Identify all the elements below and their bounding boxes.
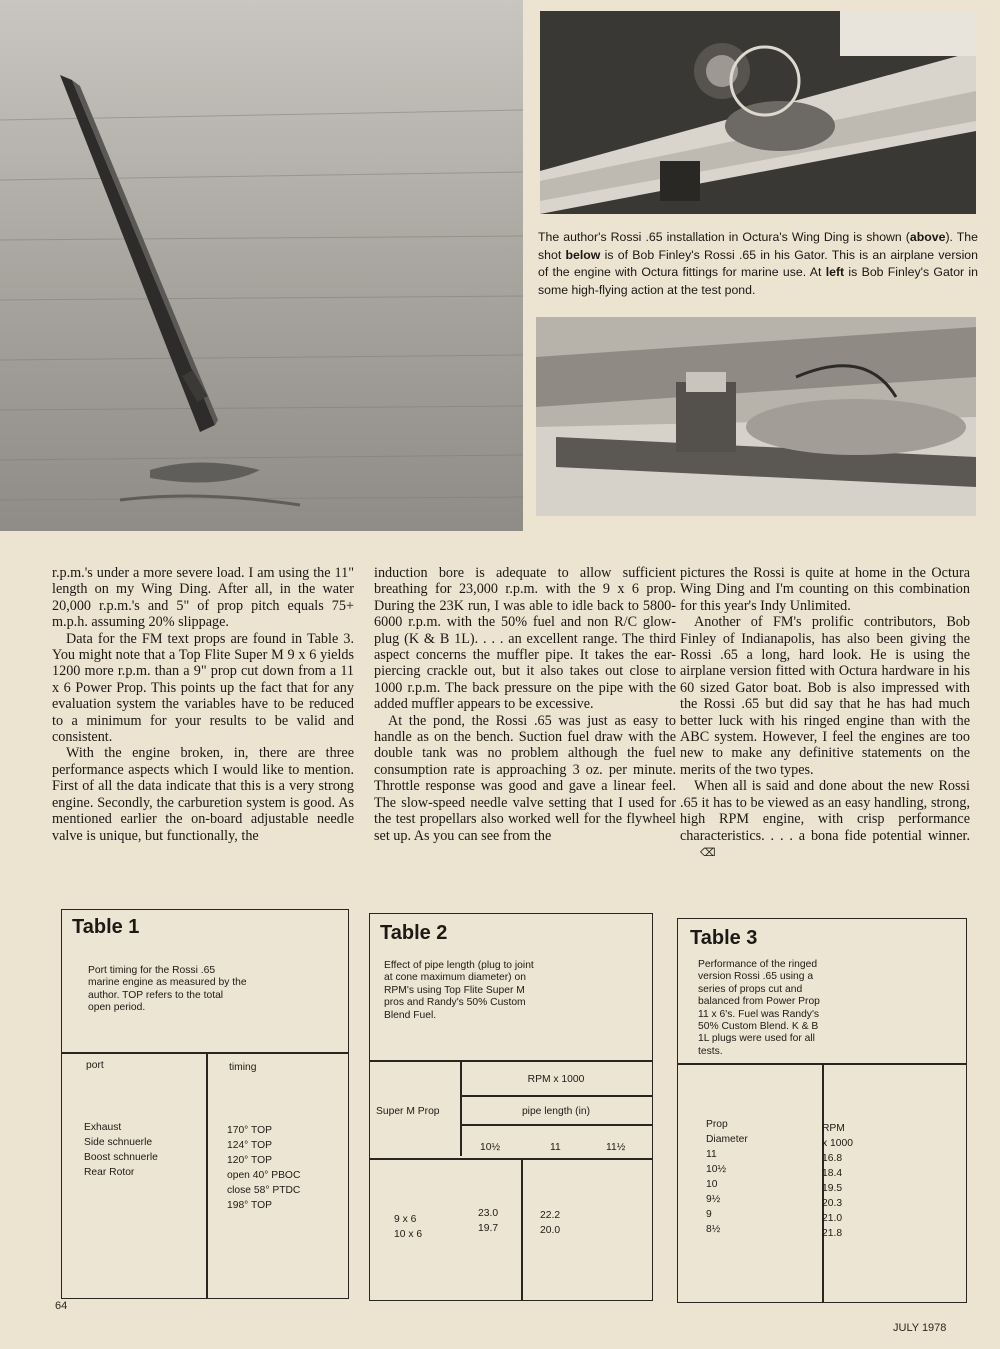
length-10-5: 10½ xyxy=(480,1142,501,1153)
paragraph: Another of FM's prolific contributors, Bob Finley of Indianapolis, has also been giving the Rossi .65 a long, hard look. He is using the airplane version fitted with Octura hardware in his 60 sized Gator boat. Bob is also impressed with the Rossi .65 but did say that he has had much better luck with his ringed engine than with the ABC system. However, I feel the engines are too new to make any definitive statements on the merits of the two types. xyxy=(680,614,970,778)
column-header-rpm xyxy=(822,1121,853,1151)
timing-value: 120° TOP xyxy=(227,1155,272,1166)
column-header-timing: timing xyxy=(229,1062,257,1073)
caption-text: is Bob Finley's Gator in some high-flying action at the test pond. xyxy=(538,265,979,297)
divider xyxy=(206,1052,208,1298)
rpm-value: 23.0 xyxy=(478,1208,499,1219)
table-title: Table 3 xyxy=(690,927,758,949)
timing-value: open 40° PBOC xyxy=(227,1170,301,1181)
timing-value: 198° TOP xyxy=(227,1200,272,1211)
paragraph: induction bore is adequate to allow sufficient breathing for 23,000 r.p.m. with the 9 x 6 prop. During the 23K run, I was able to idle back to 5800-6000 r.p.m. with the 50% fuel and non R/C glow-plug (K & B 1L). . . . an excellent range. The third aspect concerns the muffler pipe. It takes the ear-piercing crackle out, but it also takes out close to 1000 r.p.m. The back pressure on the pipe with the added muffler appears to be excessive. xyxy=(374,565,676,713)
photo-wing-ding-installation xyxy=(540,11,976,214)
port-name: Exhaust xyxy=(84,1122,122,1133)
header-line: RPM xyxy=(822,1123,845,1134)
caption-emphasis: left xyxy=(825,265,845,279)
port-name: Side schnuerle xyxy=(84,1137,153,1148)
divider xyxy=(370,1060,652,1062)
table-3 xyxy=(677,918,967,1303)
timing-list xyxy=(227,1123,300,1213)
prop-size: 10 x 6 xyxy=(394,1229,423,1240)
rpm-list xyxy=(822,1151,842,1241)
article-column-2 xyxy=(374,565,676,844)
table-1 xyxy=(61,909,349,1299)
pipe-length-header: pipe length (in) xyxy=(521,1106,591,1117)
paragraph: At the pond, the Rossi .65 was just as easy to handle as on the bench. Suction fuel draw with the double tank was no problem although the fuel consumption rate is approaching 3 oz. per minute. Throttle response was good and gave a linear feel. The slow-speed needle valve setting that I used for the test propellars also worked well for the flywheel set up. As you can see from the xyxy=(374,712,676,844)
header-line: x 1000 xyxy=(822,1138,853,1149)
timing-value: 170° TOP xyxy=(227,1125,272,1136)
rpm-value: 21.0 xyxy=(822,1213,843,1224)
table-description: Port timing for the Rossi .65 marine engine as measured by the author. TOP refers to the total open period. xyxy=(88,965,247,1014)
paragraph: Data for the FM text props are found in Table 3. You might note that a Top Flite Super M 9 x 6 yields 1200 more r.p.m. than a 9" prop cut down from a 11 x 6 Power Prop. This points up the fact that for any evaluation system the variables have to be reduced to a minimum for your results to be valid and consistent. xyxy=(52,630,354,746)
diameter-value: 10 xyxy=(706,1179,718,1190)
table-description: Performance of the ringed version Rossi .65 using a series of props cut and balanced from Power Prop 11 x 6's. Fuel was Randy's 50% Custom Blend. K & B 1L plugs were used for all tests. xyxy=(698,959,820,1057)
photo-caption xyxy=(538,229,978,299)
rpm-11-list xyxy=(540,1208,560,1238)
rpm-value: 19.7 xyxy=(478,1223,499,1234)
photo-gator-engine xyxy=(536,317,976,516)
header-line: Diameter xyxy=(706,1134,748,1145)
paragraph xyxy=(680,778,970,861)
rpm-value: 20.3 xyxy=(822,1198,843,1209)
divider xyxy=(521,1158,523,1300)
caption-text: The author's Rossi .65 installation in Octura's Wing Ding is shown ( xyxy=(538,230,910,244)
paragraph-text: When all is said and done about the new Rossi .65 it has to be viewed as an easy handling, strong, high RPM engine, with crisp performance characteristics. . . . a bona fide potential winner. xyxy=(680,778,970,844)
diameter-value: 10½ xyxy=(706,1164,727,1175)
divider xyxy=(460,1124,652,1126)
rpm-value: 18.4 xyxy=(822,1168,843,1179)
caption-text: ). The shot xyxy=(538,230,978,262)
column-header-port: port xyxy=(86,1060,104,1071)
divider xyxy=(62,1052,348,1054)
paragraph: pictures the Rossi is quite at home in the Octura Wing Ding and I'm counting on this combination for this year's Indy Unlimited. xyxy=(680,565,970,614)
paragraph: With the engine broken, in, there are three performance aspects which I would like to mention. First of all the data indicate that this is a very strong engine. Secondly, the carburetion system is good. As mentioned earlier the on-board adjustable needle valve is unique, but functionally, the xyxy=(52,745,354,844)
rpm-value: 19.5 xyxy=(822,1183,843,1194)
diameter-value: 8½ xyxy=(706,1224,721,1235)
length-11-5: 11½ xyxy=(606,1142,626,1153)
end-mark-icon: ⌫ xyxy=(700,846,716,859)
divider xyxy=(370,1158,652,1160)
rpm-value: 16.8 xyxy=(822,1153,843,1164)
column-header-prop xyxy=(706,1117,748,1147)
rpm-value: 21.8 xyxy=(822,1228,843,1239)
port-name: Rear Rotor xyxy=(84,1167,135,1178)
length-11: 11 xyxy=(550,1142,561,1153)
table-title: Table 1 xyxy=(72,916,140,938)
diameter-value: 11 xyxy=(706,1149,717,1160)
rpm-value: 22.2 xyxy=(540,1210,561,1221)
timing-value: 124° TOP xyxy=(227,1140,272,1151)
caption-text: is of Bob Finley's Rossi .65 in his Gator. This is an airplane version of the engine with Octura fittings for marine use. At xyxy=(538,247,978,279)
prop-header: Super M Prop xyxy=(376,1106,440,1117)
rpm-10-5-list xyxy=(478,1206,498,1236)
rpm-value: 20.0 xyxy=(540,1225,561,1236)
table-description: Effect of pipe length (plug to joint at cone maximum diameter) on RPM's using Top Flite Super M pros and Randy's 50% Custom Blend Fuel. xyxy=(384,960,534,1021)
diameter-value: 9 xyxy=(706,1209,712,1220)
paragraph: r.p.m.'s under a more severe load. I am using the 11" length on my Wing Ding. After all, in the water 20,000 r.p.m.'s and 5" of prop pitch equals 75+ m.p.h. assuming 20% slippage. xyxy=(52,565,354,631)
article-column-1 xyxy=(52,565,354,844)
table-title: Table 2 xyxy=(380,922,448,944)
header-line: Prop xyxy=(706,1119,728,1130)
timing-value: close 58° PTDC xyxy=(227,1185,301,1196)
prop-size: 9 x 6 xyxy=(394,1214,417,1225)
rpm-header: RPM x 1000 xyxy=(527,1074,585,1085)
caption-emphasis: above xyxy=(909,230,946,244)
port-list xyxy=(84,1120,158,1180)
table-2 xyxy=(369,913,653,1301)
diameter-value: 9½ xyxy=(706,1194,721,1205)
prop-list xyxy=(394,1212,422,1242)
article-column-3 xyxy=(680,565,970,861)
page-number: 64 xyxy=(55,1300,68,1312)
divider xyxy=(460,1095,652,1097)
caption-emphasis: below xyxy=(565,247,601,262)
port-name: Boost schnuerle xyxy=(84,1152,158,1163)
diameter-list xyxy=(706,1147,726,1237)
issue-date: JULY 1978 xyxy=(893,1322,947,1334)
photo-gator-flying xyxy=(0,0,523,531)
